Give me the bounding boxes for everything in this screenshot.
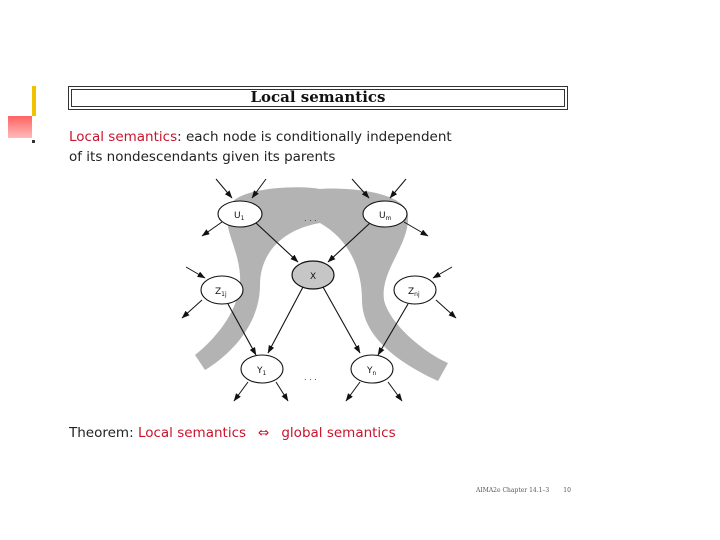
svg-text:X: X [310, 272, 317, 282]
node-yn [351, 355, 393, 383]
decor-yellow-bar [32, 86, 36, 116]
theorem-left: Local semantics [137, 425, 247, 441]
theorem-right: global semantics [281, 425, 396, 441]
footer [476, 487, 571, 494]
bayes-net-diagram [170, 175, 470, 407]
edge-in-znj [433, 267, 452, 278]
definition-line-2 [69, 149, 335, 165]
edge-out-yn-a [346, 382, 360, 401]
edge-out-z1j [182, 300, 202, 318]
node-um [363, 201, 407, 227]
theorem-symbol: ⇔ [258, 425, 270, 441]
edge-out-u1 [202, 222, 222, 236]
ellipsis-bottom: . . . [304, 373, 317, 382]
theorem-label: Theorem: [69, 425, 134, 441]
svg-text:Znj: $Z_{nj}$ [408, 287, 420, 298]
decor-dot [32, 140, 35, 143]
ellipsis-top: . . . [304, 214, 317, 223]
title-box [68, 86, 568, 110]
edge-out-um [404, 222, 428, 236]
definition-term: Local semantics [69, 129, 178, 145]
edge-out-y1-a [234, 382, 248, 401]
edge-in-u1-a [216, 179, 232, 198]
definition-line-1 [69, 129, 452, 145]
svg-text:Z1j: $Z_{1j}$ [215, 287, 227, 298]
decor-red-fade [8, 116, 32, 138]
slide-title: Local semantics [250, 88, 386, 106]
footer-page: 10 [563, 487, 571, 494]
definition-text-1: : each node is conditionally independent [177, 129, 452, 145]
theorem-line [69, 425, 396, 441]
edge-in-um-b [390, 179, 406, 198]
definition-text-2: of its nondescendants given its parents [69, 149, 336, 165]
node-znj [394, 276, 436, 304]
edge-out-y1-b [276, 382, 288, 401]
node-y1 [241, 355, 283, 383]
svg-text:Um: $U_m$ [379, 211, 392, 222]
node-u1 [218, 201, 262, 227]
node-z1j [201, 276, 243, 304]
edge-out-znj [436, 300, 456, 318]
svg-text:U1: $U_1$ [234, 211, 245, 222]
edge-x-y1 [268, 287, 303, 353]
svg-text:Yn: $Y_n$ [367, 366, 377, 377]
edge-x-yn [323, 287, 360, 353]
edge-in-z1j [186, 267, 205, 278]
node-x [292, 261, 334, 289]
svg-text:Y1: $Y_1$ [257, 366, 267, 377]
edge-out-yn-b [388, 382, 402, 401]
footer-chapter: AIMA2e Chapter 14.1–3 [476, 487, 550, 494]
